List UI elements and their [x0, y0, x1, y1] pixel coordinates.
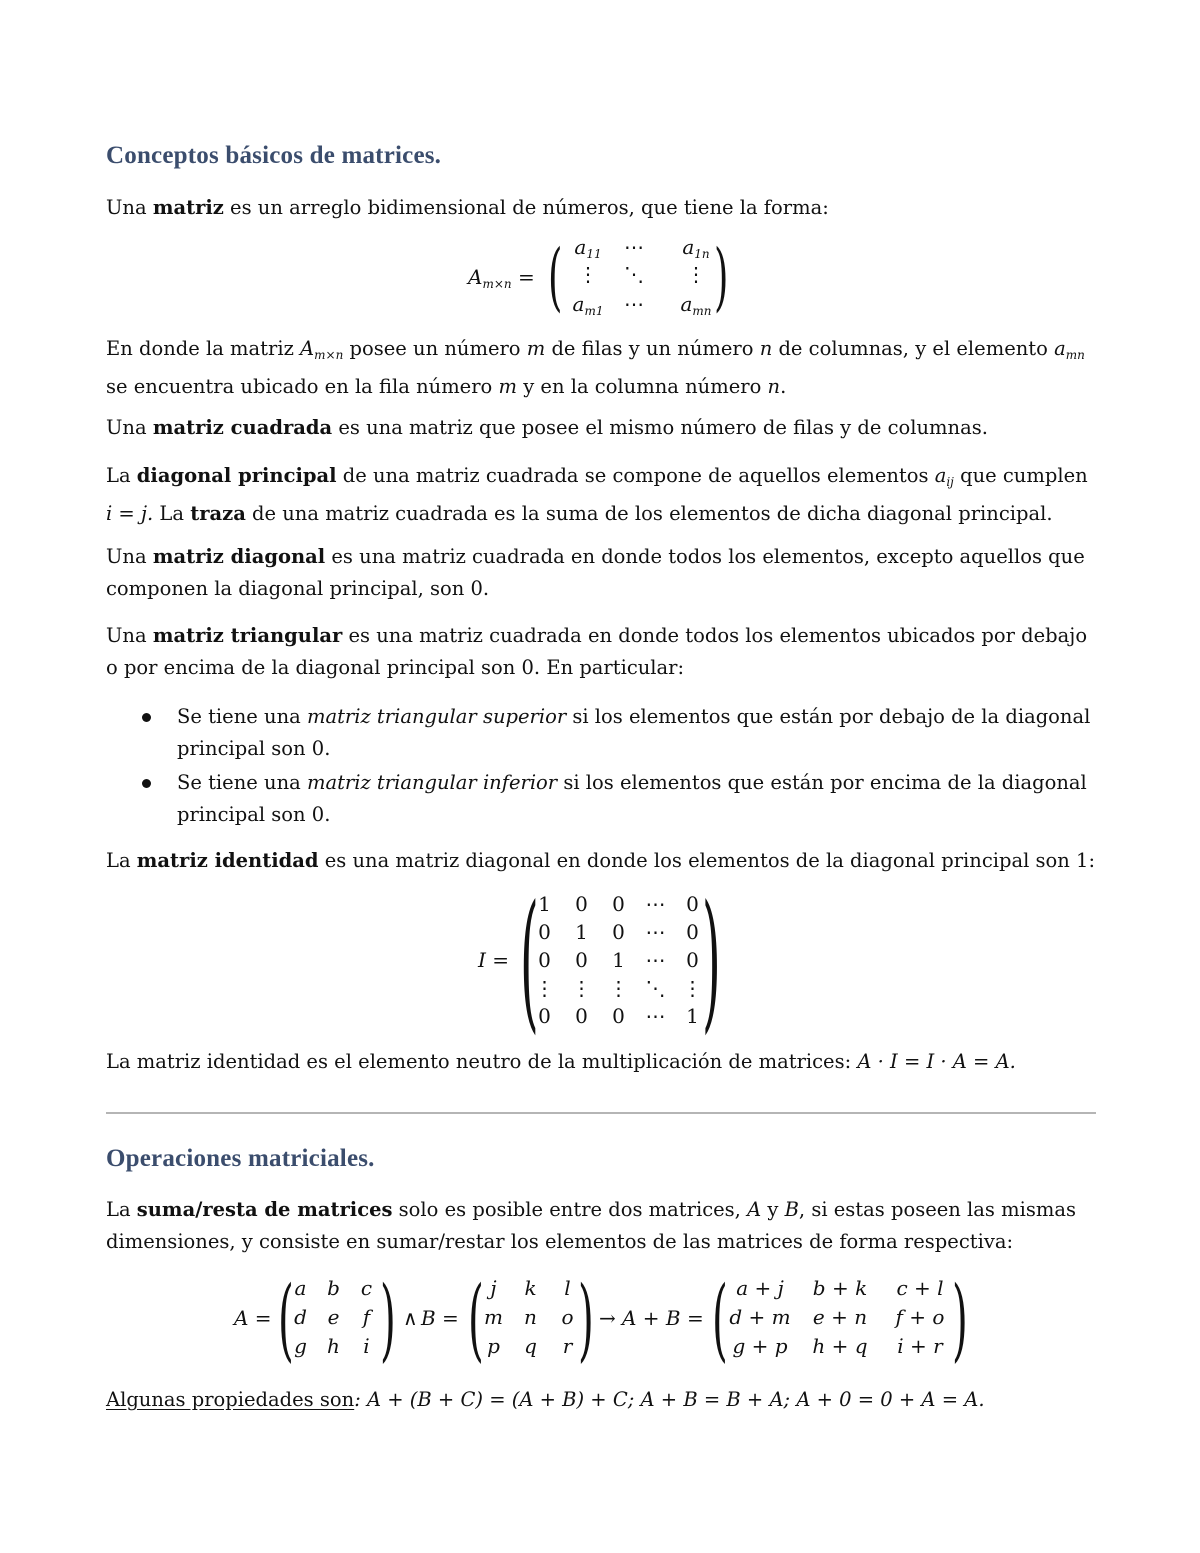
matrix-cell: 0 [686, 920, 699, 944]
matrix-cell: r [562, 1334, 573, 1358]
matrix-cell: ⋮ [686, 262, 706, 286]
matrix-cell: c + l [896, 1276, 944, 1300]
right-paren: ) [578, 1267, 594, 1372]
right-paren: ) [702, 874, 721, 1048]
matrix-cell: j [490, 1276, 497, 1300]
equation-a-lhs: A = [234, 1306, 272, 1330]
matrix-cell: ⋮ [534, 976, 555, 1000]
matrix-cell: 0 [575, 892, 588, 916]
matrix-cell: 0 [612, 920, 625, 944]
left-paren: ( [712, 1267, 728, 1372]
matrix-cell: i + r [897, 1334, 943, 1358]
matrix-cell: q [524, 1334, 537, 1358]
matrix-cell: 0 [612, 1004, 625, 1028]
matrix-cell: ⋯ [645, 948, 666, 972]
paragraph-cuadrada: Una matriz cuadrada es una matriz que posee el mismo número de filas y de columnas. [106, 416, 988, 439]
matrix-cell: ⋱ [624, 262, 644, 286]
matrix-cell: a + j [736, 1276, 784, 1300]
matrix-cell: $a_{11}$ [574, 235, 602, 261]
matrix-cell: k [524, 1276, 537, 1300]
equation-c-lhs: A + B = [622, 1306, 704, 1330]
paragraph-diagonal-principal: La diagonal principal de una matriz cuadrada se compone de aquellos elementos $a_{ij}$ que cumplen i = j. La traza de una matriz cuadrada es la suma de los elementos de dicha diagonal principal. [106, 464, 1088, 525]
right-paren: ) [714, 234, 729, 320]
matrix-cell: ⋮ [571, 976, 592, 1000]
matrix-cell: e + n [812, 1305, 868, 1329]
right-paren: ) [380, 1267, 396, 1372]
matrix-cell: a [294, 1276, 307, 1300]
matrix-cell: n [524, 1305, 537, 1329]
paragraph-matriz: Una matriz es un arreglo bidimensional de números, que tiene la forma: [106, 196, 829, 219]
matrix-cell: b + k [812, 1276, 868, 1300]
paragraph-suma-resta: La suma/resta de matrices solo es posible entre dos matrices, A y B, si estas poseen las mismas dimensiones, y consiste en sumar/restar los elementos de las matrices de forma respectiva: [106, 1198, 1076, 1253]
matrix-cell: ⋮ [682, 976, 703, 1000]
matrix-cell: c [360, 1276, 373, 1300]
list-item: Se tiene una matriz triangular inferior si los elementos que están por encima de la diagonal principal son 0. [106, 767, 1096, 831]
arrow-symbol: → [599, 1306, 616, 1330]
paragraph-propiedades: Algunas propiedades son: A + (B + C) = (A + B) + C; A + B = B + A; A + 0 = 0 + A = A. [106, 1388, 985, 1411]
matrix-cell: $a_{1n}$ [682, 235, 710, 261]
matrix-cell: h + q [812, 1334, 868, 1358]
matrix-cell: o [561, 1305, 574, 1329]
matrix-cell: ⋯ [624, 235, 644, 259]
matrix-cell: 1 [686, 1004, 699, 1028]
paragraph-matriz-diagonal: Una matriz diagonal es una matriz cuadrada en donde todos los elementos, excepto aquellos que componen la diagonal principal, son 0. [106, 545, 1085, 600]
matrix-cell: 0 [612, 892, 625, 916]
matrix-cell: e [327, 1305, 340, 1329]
paragraph-en-donde: En donde la matriz $A_{m\times n}$ posee un número m de filas y un número n de columnas, y el elemento $a_{mn}$ se encuentra ubicado en la fila número m y en la columna número n. [106, 337, 1085, 398]
matrix-cell: l [564, 1276, 571, 1300]
section-title-conceptos: Conceptos básicos de matrices. [106, 142, 442, 169]
matrix-cell: 0 [538, 948, 551, 972]
matrix-cell: ⋮ [578, 262, 598, 286]
left-paren: ( [520, 874, 539, 1048]
matrix-cell: f [362, 1305, 371, 1329]
list-item: Se tiene una matriz triangular superior si los elementos que están por debajo de la diagonal principal son 0. [106, 701, 1096, 765]
matrix-cell: g + p [732, 1334, 788, 1358]
matrix-cell: h [327, 1334, 340, 1358]
bullet-list [106, 701, 1096, 833]
matrix-cell: d [294, 1305, 307, 1329]
equation-lhs: $A_{m\times n}$ = [468, 265, 535, 291]
matrix-cell: ⋮ [608, 976, 629, 1000]
left-paren: ( [468, 1267, 484, 1372]
section-divider [106, 1112, 1096, 1114]
matrix-cell: $a_{mn}$ [680, 292, 712, 318]
matrix-cell: 1 [612, 948, 625, 972]
matrix-cell: 0 [538, 920, 551, 944]
paragraph-matriz-triangular: Una matriz triangular es una matriz cuadrada en donde todos los elementos ubicados por debajo o por encima de la diagonal principal son 0. En particular: [106, 624, 1088, 679]
matrix-cell: 1 [575, 920, 588, 944]
matrix-cell: 0 [686, 948, 699, 972]
matrix-cell: i [363, 1334, 370, 1358]
paragraph-neutro: La matriz identidad es el elemento neutro de la multiplicación de matrices: A · I = I · A = A. [106, 1050, 1016, 1073]
matrix-cell: f + o [895, 1305, 945, 1329]
paragraph-identidad: La matriz identidad es una matriz diagonal en donde los elementos de la diagonal principal son 1: [106, 849, 1096, 872]
matrix-cell: m [484, 1305, 503, 1329]
matrix-cell: $a_{m1}$ [572, 292, 604, 318]
matrix-cell: ⋯ [645, 892, 666, 916]
matrix-cell: b [327, 1276, 340, 1300]
matrix-cell: 0 [575, 948, 588, 972]
left-paren: ( [548, 234, 563, 320]
matrix-cell: ⋯ [645, 1004, 666, 1028]
matrix-cell: ⋯ [624, 292, 644, 316]
equation-lhs: I = [478, 948, 510, 972]
matrix-cell: d + m [729, 1305, 791, 1329]
matrix-cell: 0 [575, 1004, 588, 1028]
matrix-cell: ⋯ [645, 920, 666, 944]
matrix-cell: 0 [686, 892, 699, 916]
matrix-cell: p [487, 1334, 500, 1358]
matrix-cell: ⋱ [645, 976, 666, 1000]
right-paren: ) [952, 1267, 968, 1372]
and-symbol: ∧ [403, 1306, 418, 1330]
section-title-operaciones: Operaciones matriciales. [106, 1145, 375, 1172]
matrix-cell: g [294, 1334, 307, 1358]
left-paren: ( [278, 1267, 294, 1372]
equation-b-lhs: B = [421, 1306, 459, 1330]
matrix-cell: 1 [538, 892, 551, 916]
matrix-cell: 0 [538, 1004, 551, 1028]
